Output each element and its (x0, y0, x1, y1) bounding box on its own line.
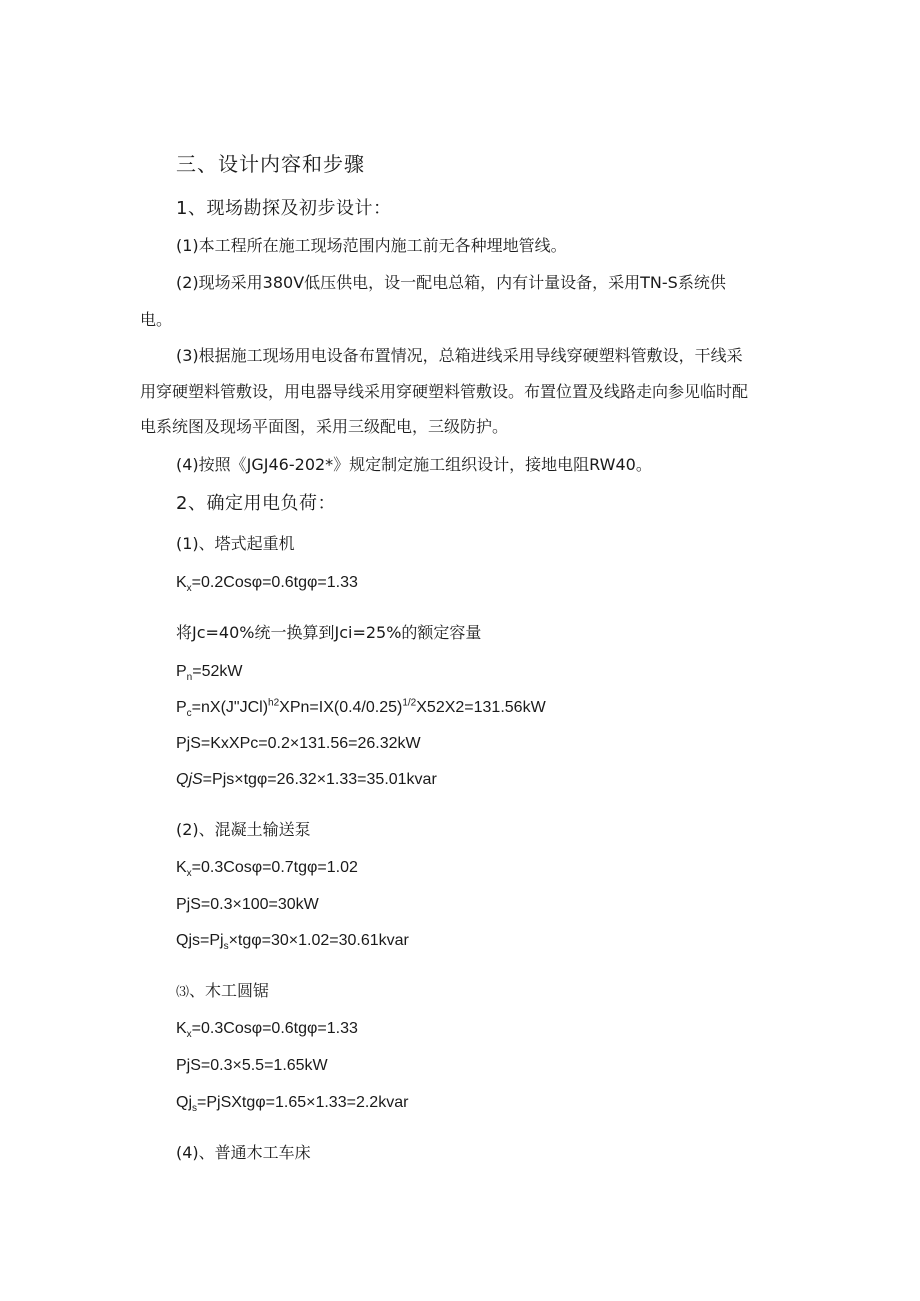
main-heading: 三、设计内容和步骤 (176, 152, 365, 176)
item2-qjs-formula: $Qjs=Pj_s\times tg\varphi=30\times 1.02=30.61kvar$ (176, 932, 409, 953)
item1-kx-formula: $K_x=0.2Cos\varphi=0.6tg\varphi=1.33$ (176, 574, 358, 595)
section1-paragraph-3-line-2: 用穿硬塑料管敷设，用电器导线采用穿硬塑料管敷设。布置位置及线路走向参见临时配 (140, 382, 749, 401)
section1-title: 1、现场勘探及初步设计： (176, 198, 392, 219)
item2-kx-formula: $K_x=0.3Cos\varphi=0.7tg\varphi=1.02$ (176, 859, 358, 880)
item1-qjs-formula: QjS=Pjs×tgφ=26.32×1.33=35.01kvar (176, 771, 437, 788)
item4-title: (4)、普通木工车床 (176, 1143, 311, 1162)
item1-pjs-formula: PjS=KxXPc=0.2×131.56=26.32kW (176, 735, 421, 752)
item1-title: (1)、塔式起重机 (176, 534, 295, 553)
section1-paragraph-4: (4)按照《JGJ46-202*》规定制定施工组织设计，接地电阻RW40。 (176, 455, 652, 474)
item1-jc-conversion: 将Jc=40%统一换算到Jci=25%的额定容量 (176, 623, 482, 642)
section1-paragraph-1: (1)本工程所在施工现场范围内施工前无各种埋地管线。 (176, 236, 567, 255)
item2-pjs-formula: PjS=0.3×100=30kW (176, 896, 319, 913)
section1-paragraph-3-line-1: (3)根据施工现场用电设备布置情况，总箱进线采用导线穿硬塑料管敷设，干线采 (176, 346, 743, 365)
item2-title: (2)、混凝土输送泵 (176, 820, 311, 839)
item3-pjs-formula: PjS=0.3×5.5=1.65kW (176, 1057, 328, 1074)
item3-kx-formula: $K_x=0.3Cos\varphi=0.6tg\varphi=1.33$ (176, 1020, 358, 1041)
item3-qjs-formula: $Qj_s=PjSXtg\varphi=1.65\times 1.33=2.2kvar$ (176, 1094, 409, 1115)
section1-paragraph-2-line-1: (2)现场采用380V低压供电，设一配电总箱，内有计量设备，采用TN-S系统供 (176, 273, 726, 292)
item1-pn-formula: $P_n=52kW$ (176, 663, 243, 684)
item1-pc-formula: $P_c=nX(J"JCl)^{h2}XPn=IX(0.4/0.25)^{1/2}X52X2=131.56kW$ (176, 697, 546, 720)
section1-paragraph-2-line-2: 电。 (140, 310, 173, 329)
section1-paragraph-3-line-3: 电系统图及现场平面图，采用三级配电，三级防护。 (140, 417, 509, 436)
section2-title: 2、确定用电负荷： (176, 493, 336, 514)
item3-title: ⑶、木工圆锯 (176, 981, 270, 1000)
